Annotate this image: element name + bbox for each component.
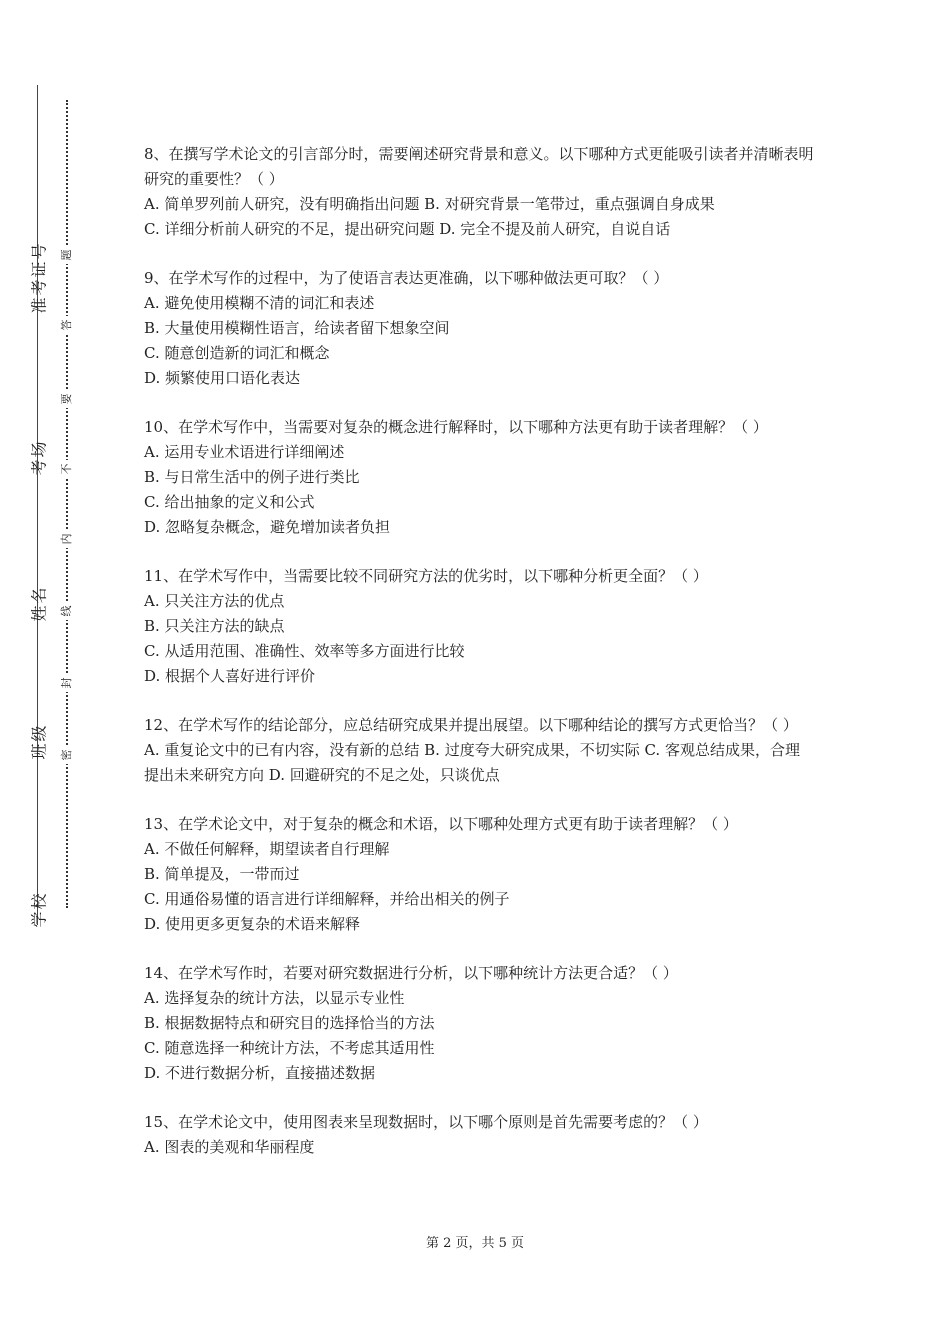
question-option: B. 大量使用模糊性语言，给读者留下想象空间: [144, 319, 450, 337]
field-class: 班级: [29, 723, 49, 760]
seal-char: 答: [60, 316, 74, 334]
question-15: [144, 1110, 814, 1160]
question-option: A. 简单罗列前人研究，没有明确指出问题 B. 对研究背景一笔带过，重点强调自身成果: [144, 195, 715, 213]
question-option: A. 选择复杂的统计方法，以显示专业性: [144, 989, 405, 1007]
field-exam-room: 考场: [29, 439, 49, 476]
question-stem: 15、在学术论文中，使用图表来呈现数据时，以下哪个原则是首先需要考虑的？（ ）: [144, 1113, 708, 1131]
question-option: C. 用通俗易懂的语言进行详细解释，并给出相关的例子: [144, 890, 510, 908]
field-exam-number: 准考证号: [29, 241, 49, 314]
question-10: [144, 415, 814, 540]
question-stem: 11、在学术写作中，当需要比较不同研究方法的优劣时，以下哪种分析更全面？（ ）: [144, 567, 708, 585]
field-name: 姓名: [29, 585, 49, 622]
field-school: 学校: [29, 891, 49, 928]
question-option: C. 随意创造新的词汇和概念: [144, 344, 330, 362]
question-option: C. 给出抽象的定义和公式: [144, 493, 315, 511]
question-option: D. 不进行数据分析，直接描述数据: [144, 1064, 376, 1082]
seal-char: 内: [60, 530, 74, 548]
question-option: B. 简单提及，一带而过: [144, 865, 300, 883]
question-option: A. 图表的美观和华丽程度: [144, 1138, 315, 1156]
question-option: A. 不做任何解释，期望读者自行理解: [144, 840, 390, 858]
question-option: B. 与日常生活中的例子进行类比: [144, 468, 360, 486]
question-stem: 13、在学术论文中，对于复杂的概念和术语，以下哪种处理方式更有助于读者理解？（ ）: [144, 815, 738, 833]
question-12: [144, 713, 814, 788]
question-list: [144, 142, 814, 1184]
question-stem: 8、在撰写学术论文的引言部分时，需要阐述研究背景和意义。以下哪种方式更能吸引读者并清晰表明研究的重要性？（ ）: [144, 145, 814, 188]
question-option: B. 只关注方法的缺点: [144, 617, 285, 635]
question-option: D. 频繁使用口语化表达: [144, 369, 301, 387]
question-stem: 12、在学术写作的结论部分，应总结研究成果并提出展望。以下哪种结论的撰写方式更恰当？（ ）: [144, 716, 798, 734]
seal-char: 密: [60, 746, 74, 764]
question-option: A. 重复论文中的已有内容，没有新的总结 B. 过度夸大研究成果，不切实际 C. 客观总结成果，合理提出未来研究方向 D. 回避研究的不足之处，只谈优点: [144, 741, 800, 784]
seal-char: 不: [60, 460, 74, 478]
question-option: C. 随意选择一种统计方法，不考虑其适用性: [144, 1039, 435, 1057]
page-number: 第 2 页，共 5 页: [425, 1236, 525, 1251]
binding-line: [37, 85, 38, 925]
question-option: A. 避免使用模糊不清的词汇和表述: [144, 294, 375, 312]
question-8: [144, 142, 814, 242]
question-option: A. 只关注方法的优点: [144, 592, 285, 610]
seal-char: 线: [60, 602, 74, 620]
question-9: [144, 266, 814, 391]
seal-dotted-line: [66, 100, 68, 908]
question-option: C. 详细分析前人研究的不足，提出研究问题 D. 完全不提及前人研究，自说自话: [144, 220, 671, 238]
seal-char: 题: [60, 246, 74, 264]
question-option: D. 使用更多更复杂的术语来解释: [144, 915, 361, 933]
question-option: C. 从适用范围、准确性、效率等多方面进行比较: [144, 642, 465, 660]
question-stem: 14、在学术写作时，若要对研究数据进行分析，以下哪种统计方法更合适？（ ）: [144, 964, 678, 982]
question-stem: 9、在学术写作的过程中，为了使语言表达更准确，以下哪种做法更可取？（ ）: [144, 269, 669, 287]
question-option: B. 根据数据特点和研究目的选择恰当的方法: [144, 1014, 435, 1032]
question-stem: 10、在学术写作中，当需要对复杂的概念进行解释时，以下哪种方法更有助于读者理解？（ ）: [144, 418, 768, 436]
question-11: [144, 564, 814, 689]
question-14: [144, 961, 814, 1086]
question-option: D. 根据个人喜好进行评价: [144, 667, 316, 685]
seal-char: 要: [60, 390, 74, 408]
question-option: D. 忽略复杂概念，避免增加读者负担: [144, 518, 391, 536]
question-option: A. 运用专业术语进行详细阐述: [144, 443, 345, 461]
seal-char: 封: [60, 674, 74, 692]
question-13: [144, 812, 814, 937]
